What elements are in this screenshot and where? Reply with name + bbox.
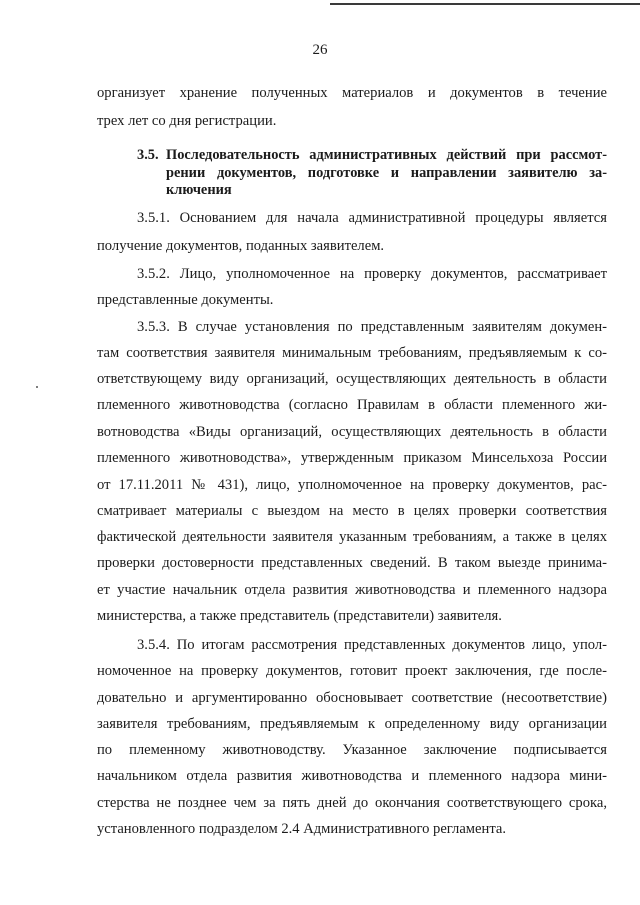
text-line: сматривает материалы с выездом на место в целях проверки соответствия — [97, 503, 607, 519]
scan-speck — [36, 386, 38, 388]
text-line: по племенному животноводству. Указанное заключение подписывается — [97, 742, 607, 758]
text-line: организует хранение полученных материалов и документов в течение — [97, 85, 607, 101]
text-line: 3.5.3. В случае установления по представленным заявителям докумен- — [137, 319, 607, 335]
text-line: 3.5.1. Основанием для начала административной процедуры является — [137, 210, 607, 226]
text-line: установленного подразделом 2.4 Административного регламента. — [97, 821, 507, 837]
text-line: стерства не позднее чем за пять дней до окончания соответствующего срока, — [97, 795, 607, 811]
text-line: 3.5.2. Лицо, уполномоченное на проверку документов, рассматривает — [137, 266, 607, 282]
section-number: 3.5. — [137, 147, 159, 163]
page-number: 26 — [312, 42, 328, 58]
text-line: от 17.11.2011 № 431), лицо, уполномоченное на проверку документов, рас- — [97, 477, 607, 493]
section-title-line: ключения — [166, 182, 232, 198]
text-line: ет участие начальник отдела развития животноводства и племенного надзора — [97, 582, 607, 598]
text-line: получение документов, поданных заявителем. — [97, 238, 385, 254]
text-line: там соответствия заявителя минимальным требованиям, предъявляемым к со- — [97, 345, 607, 361]
text-line: фактической деятельности заявителя указанным требованиям, а также в целях — [97, 529, 607, 545]
text-line: племенного животноводства», утвержденным приказом Минсельхоза России — [97, 450, 607, 466]
text-line: начальником отдела развития животноводства и племенного надзора мини- — [97, 768, 607, 784]
text-line: довательно и аргументированно обосновывает соответствие (несоответствие) — [97, 690, 607, 706]
text-line: проверки достоверности представленных сведений. В таком выезде принима- — [97, 555, 607, 571]
text-line: вотноводства «Виды организаций, осуществляющих деятельность в области — [97, 424, 607, 440]
text-line: 3.5.4. По итогам рассмотрения представленных документов лицо, упол- — [137, 637, 607, 653]
text-line: номоченное на проверку документов, готовит проект заключения, где после- — [97, 663, 607, 679]
section-title-line: Последовательность административных действий при рассмот- — [166, 147, 607, 163]
text-line: представленные документы. — [97, 292, 274, 308]
text-line: заявителя требованиям, предъявляемым к определенному виду организации — [97, 716, 607, 732]
scan-edge-line — [330, 3, 640, 5]
text-line: трех лет со дня регистрации. — [97, 113, 277, 129]
section-title-line: рении документов, подготовке и направлении заявителю за- — [166, 165, 607, 181]
text-line: племенного животноводства (согласно Правилам в области племенного жи- — [97, 397, 607, 413]
text-line: министерства, а также представитель (представители) заявителя. — [97, 608, 502, 624]
text-line: ответствующему виду организаций, осуществляющих деятельность в области — [97, 371, 607, 387]
